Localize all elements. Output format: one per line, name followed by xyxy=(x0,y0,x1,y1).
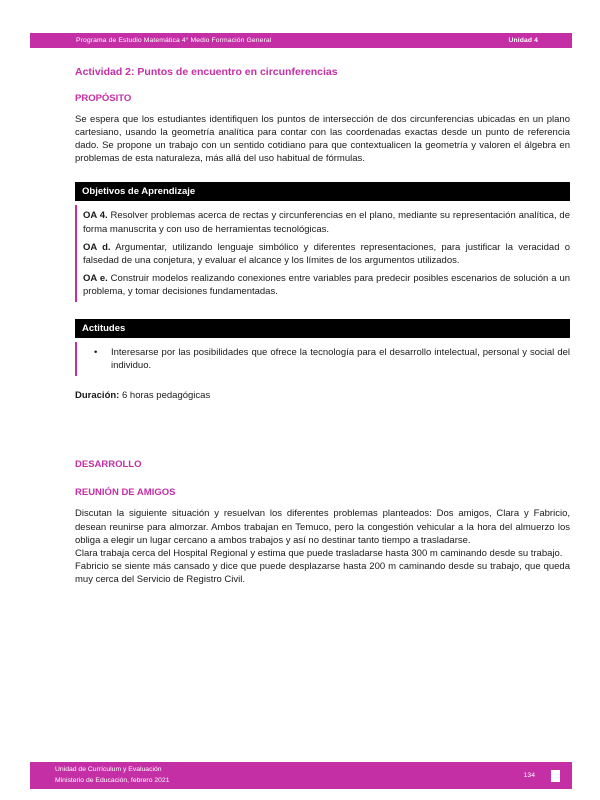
header-program-text: Programa de Estudio Matemática 4° Medio Formación General xyxy=(76,37,272,44)
reunion-paragraph: Fabricio se siente más cansado y dice que puede desplazarse hasta 200 m caminando desde su trabajo, que queda muy cerca del Servicio de Registro Civil. xyxy=(75,560,570,585)
page-footer-bar xyxy=(30,762,572,789)
proposito-heading: PROPÓSITO xyxy=(75,93,132,104)
oa-item-label: OA d. xyxy=(83,241,111,253)
actitudes-heading: Actitudes xyxy=(82,323,126,335)
objetivos-block xyxy=(75,205,570,302)
oa-item xyxy=(83,272,570,298)
objetivos-heading: Objetivos de Aprendizaje xyxy=(82,186,196,198)
header-unit-text: Unidad 4 xyxy=(508,37,538,44)
desarrollo-heading: DESARROLLO xyxy=(75,459,142,471)
actitudes-block xyxy=(75,342,570,376)
bullet-icon: • xyxy=(94,347,98,359)
footer-right-group xyxy=(524,770,560,782)
reunion-heading: REUNIÓN DE AMIGOS xyxy=(75,487,176,499)
footer-ministry: Ministerio de Educación, febrero 2021 xyxy=(55,776,170,784)
oa-item xyxy=(83,209,570,235)
content-area xyxy=(75,66,570,586)
reunion-paragraph: Clara trabaja cerca del Hospital Regional y estima que puede trasladarse hasta 300 m caminando desde su trabajo. xyxy=(75,547,563,559)
duracion-line xyxy=(75,389,570,402)
actitudes-item-text: Interesarse por las posibilidades que ofrece la tecnología para el desarrollo intelectual, personal y social del individuo. xyxy=(111,347,570,372)
activity-title: Actividad 2: Puntos de encuentro en circunferencias xyxy=(75,66,338,78)
reunion-paragraph: Discutan la siguiente situación y resuelvan los diferentes problemas planteados: Dos amigos, Clara y Fabricio, desean reunirse para almorzar. Ambos trabajan en Temuco, pero la congestión vehicular a la hora del almuerzo los obliga a elegir un lugar cercano a ambos trabajos y así no destinar tanto tiempo a trasladarse. xyxy=(75,508,570,546)
actitudes-header-box xyxy=(75,319,570,338)
actitudes-list-item xyxy=(83,346,570,372)
footer-institution: Unidad de Currículum y Evaluación xyxy=(55,765,162,773)
oa-item-text: Resolver problemas acerca de rectas y circunferencias en el plano, mediante su representación analítica, de forma manuscrita y con uso de herramientas tecnológicas. xyxy=(83,210,570,235)
oa-item-label: OA 4. xyxy=(83,210,108,222)
footer-page-number: 134 xyxy=(523,772,535,779)
oa-item-text: Argumentar, utilizando lenguaje simbólico y diferentes representaciones, para justificar la veracidad o falsedad de una conjetura, y evaluar el alcance y los límites de los argumentos utilizados. xyxy=(83,241,570,266)
oa-item-text: Construir modelos realizando conexiones entre variables para predecir posibles escenarios de solución a un problema, y tomar decisiones fundamentadas. xyxy=(83,272,571,297)
oa-item xyxy=(83,241,570,267)
footer-credits xyxy=(55,765,169,786)
duracion-value: 6 horas pedagógicas xyxy=(121,390,211,402)
oa-item-label: OA e. xyxy=(83,272,108,284)
objetivos-header-box xyxy=(75,182,570,201)
duracion-label: Duración: xyxy=(75,390,120,402)
footer-corner-mark-icon xyxy=(551,770,560,782)
reunion-paragraphs xyxy=(75,507,570,586)
proposito-paragraph: Se espera que los estudiantes identifiquen los puntos de intersección de dos circunferencias ubicadas en un plano cartesiano, usando la geometría analítica para contar con las coordenadas exactas desde un punto de referencia dado. Se propone un trabajo con un sentido cotidiano para que contextualicen la geometría y valoren el álgebra en problemas de esta naturaleza, más allá del uso habitual de fórmulas. xyxy=(75,114,570,165)
page-header-bar xyxy=(30,33,572,48)
